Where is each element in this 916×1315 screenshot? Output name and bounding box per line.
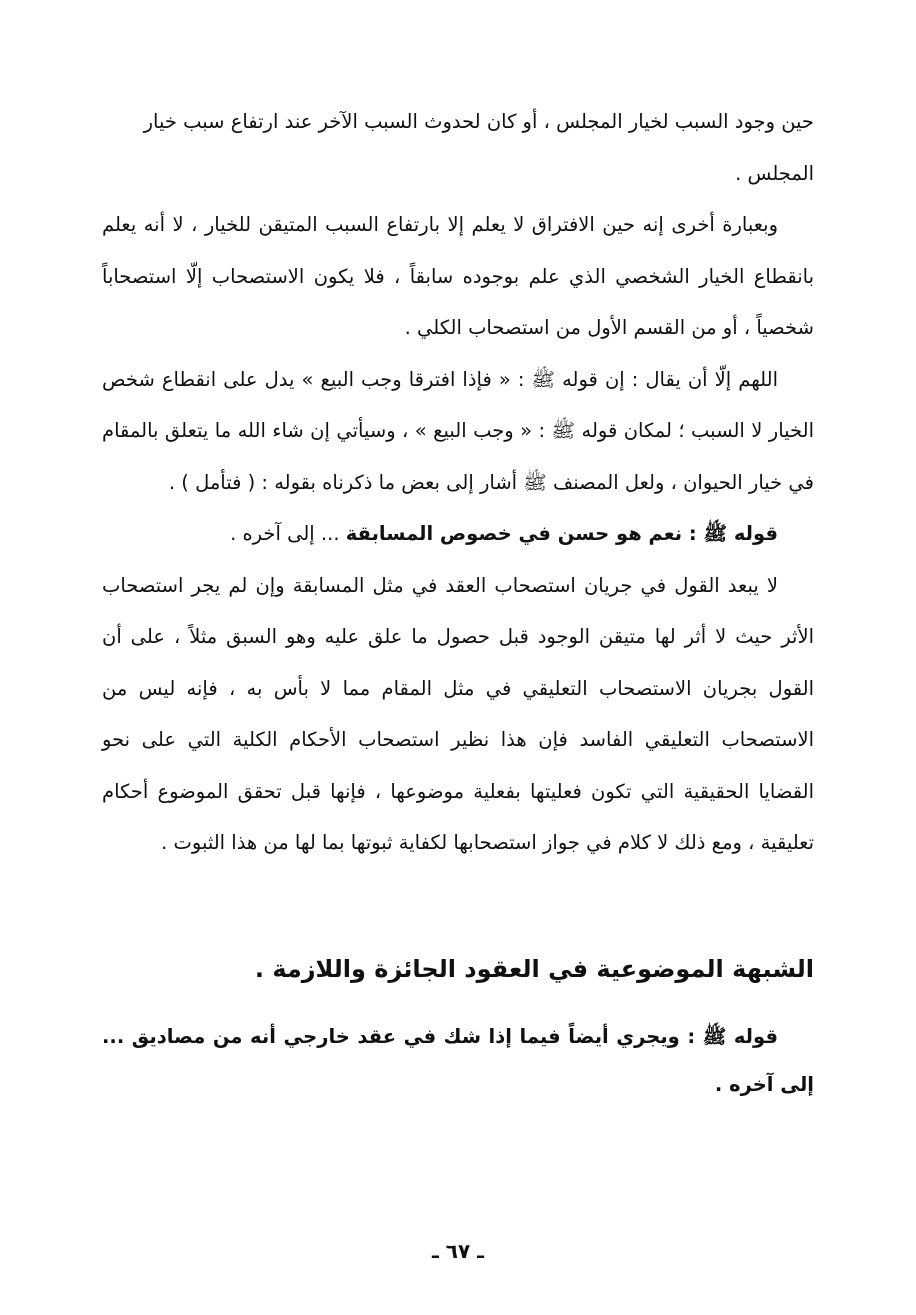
section-title: الشبهة الموضوعية في العقود الجائزة واللازمة . <box>254 954 814 983</box>
paragraph-4: لا يبعد القول في جريان استصحاب العقد في مثل المسابقة وإن لم يجر استصحاب الأثر حيث لا أثر لها متيقن الوجود قبل حصول ما علق عليه وهو السبق مثلاً ، على أن القول بجريان الاستصحاب التعليقي في مثل المقام مما لا بأس به ، فإنه ليس من الاستصحاب التعليقي الفاسد فإن هذا نظير استصحاب الأحكام الكلية التي على نحو القضايا الحقيقية التي تكون فعليتها بفعلية موضوعها ، فإنها قبل تحقق الموضوع أحكام تعليقية ، ومع ذلك لا كلام في جواز استصحابها لكفاية ثبوتها بما لها من هذا الثبوت . <box>102 573 814 854</box>
quote-suffix: ... إلى آخره . <box>230 522 346 545</box>
paragraph-2: وبعبارة أخرى إنه حين الافتراق لا يعلم إلا بارتفاع السبب المتيقن للخيار ، لا أنه يعلم بانقطاع الخيار الشخصي الذي علم بوجوده سابقاً ، فلا يكون الاستصحاب إلّا استصحاباً شخصياً ، أو من القسم الأول من استصحاب الكلي . <box>102 213 814 339</box>
quote-text: نعم هو حسن في خصوص المسابقة <box>345 522 683 545</box>
paragraph-1: حين وجود السبب لخيار المجلس ، أو كان لحدوث السبب الآخر عند ارتفاع سبب خيار المجلس . <box>143 110 814 185</box>
page-number: ـ ٦٧ ـ <box>431 1239 485 1263</box>
quote-heading-1 <box>102 508 814 560</box>
section-quote: قوله ﷺ : ويجري أيضاً فيما إذا شك في عقد خارجي أنه من مصاديق ... إلى آخره . <box>102 1024 814 1096</box>
page-body <box>102 96 814 1109</box>
paragraph-3: اللهم إلّا أن يقال : إن قوله ﷺ : « فإذا افترقا وجب البيع » يدل على انقطاع شخص الخيار لا السبب ؛ لمكان قوله ﷺ : « وجب البيع » ، وسيأتي إن شاء الله ما يتعلق بالمقام في خيار الحيوان ، ولعل المصنف ﷺ أشار إلى بعض ما ذكرناه بقوله : ( فتأمل ) . <box>102 367 814 494</box>
quote-prefix: قوله ﷺ : <box>682 522 778 545</box>
